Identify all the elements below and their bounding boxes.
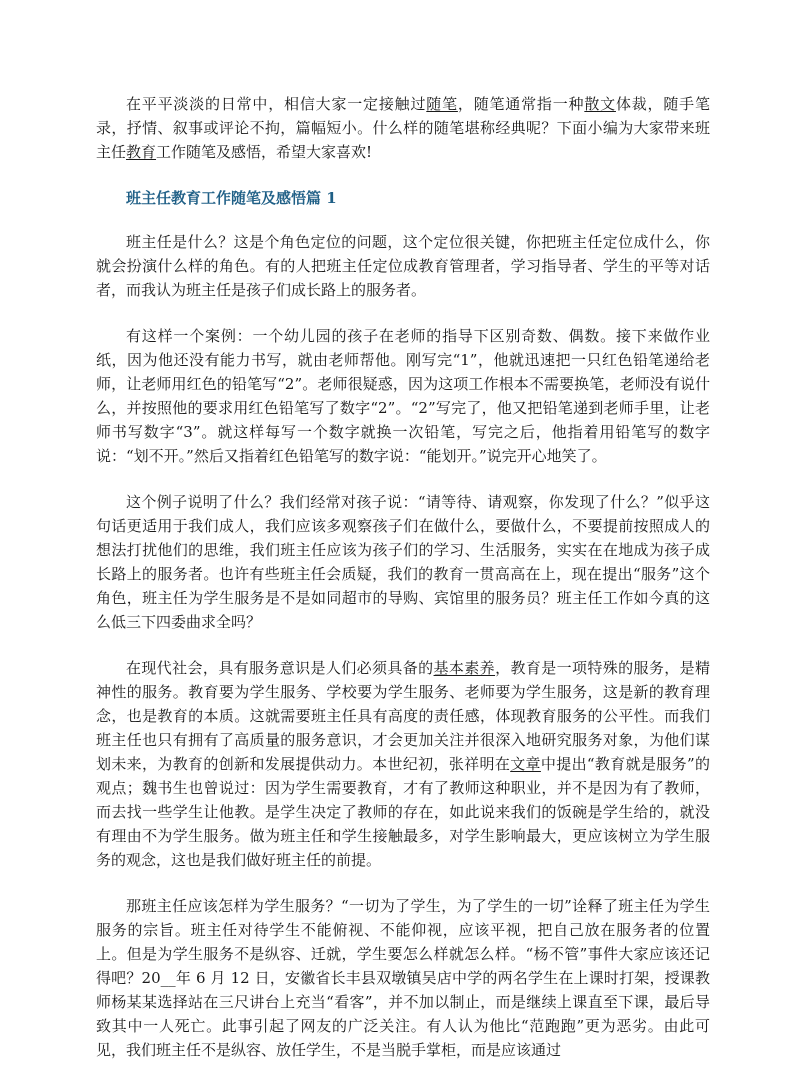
link-wenzhang[interactable]: 文章 xyxy=(510,755,541,773)
link-jibensuyang[interactable]: 基本素养 xyxy=(433,659,496,677)
document-body xyxy=(96,92,710,1084)
intro-text-4: 工作随笔及感悟，希望大家喜欢! xyxy=(156,143,373,161)
section-heading: 班主任教育工作随笔及感悟篇 1 xyxy=(126,189,337,207)
paragraph-4 xyxy=(96,656,710,872)
paragraph-4-text-3: 中提出“教育就是服务”的观点；魏书生也曾说过：因为学生需要教育，才有了教师这种职业，并不是因为有了教师，而去找一些学生让他教。是学生决定了教师的存在，如此说来我们的饭碗是学生给的，就没有理由不为学生服务。做为班主任和学生接触最多，对学生影响最大，更应该树立为学生服务的观念，这也是我们做好班主任的前提。 xyxy=(96,755,710,869)
paragraph-4-text-1: 在现代社会，具有服务意识是人们必须具备的 xyxy=(126,659,434,677)
link-suibi[interactable]: 随笔 xyxy=(426,95,458,113)
paragraph-5: 那班主任应该怎样为学生服务？“一切为了学生，为了学生的一切”诠释了班主任为学生服务的宗旨。班主任对待学生不能俯视、不能仰视，应该平视，把自己放在服务者的位置上。但是为学生服务不是纵容、迁就，学生要怎么样就怎么样。“杨不管”事件大家应该还记得吧？20__年 6 月 12 日，安徽省长丰县双墩镇吴店中学的两名学生在上课时打架，授课教师杨某某选择站在三尺讲台上充当“看客”，并不加以制止，而是继续上课直至下课，最后导致其中一人死亡。此事引起了网友的广泛关注。有人认为他比“范跑跑”更为恶劣。由此可见，我们班主任不是纵容、放任学生，不是当脱手掌柜，而是应该通过 xyxy=(96,897,710,1059)
link-sanwen[interactable]: 散文 xyxy=(584,95,616,113)
paragraph-1: 班主任是什么？这是个角色定位的问题，这个定位很关键，你把班主任定位成什么，你就会扮演什么样的角色。有的人把班主任定位成教育管理者，学习指导者、学生的平等对话者，而我认为班主任是孩子们成长路上的服务者。 xyxy=(96,233,710,299)
intro-text-1: 在平平淡淡的日常中，相信大家一定接触过 xyxy=(126,95,427,113)
intro-text-2: ，随笔通常指一种 xyxy=(457,95,585,113)
intro-text-3: 体裁，随手笔录，抒情、叙事或评论不拘，篇幅短小。什么样的随笔堪称经典呢？下面小编为大家带来班主任 xyxy=(96,95,710,161)
intro-paragraph xyxy=(96,92,710,164)
link-jiaoyu[interactable]: 教育 xyxy=(126,143,157,161)
paragraph-2: 有这样一个案例：一个幼儿园的孩子在老师的指导下区别奇数、偶数。接下来做作业纸，因为他还没有能力书写，就由老师帮他。刚写完“1”，他就迅速把一只红色铅笔递给老师，让老师用红色的铅笔写“2”。老师很疑惑，因为这项工作根本不需要换笔，老师没有说什么，并按照他的要求用红色铅笔写了数字“2”。“2”写完了，他又把铅笔递到老师手里，让老师书写数字“3”。就这样每写一个数字就换一次铅笔，写完之后，他指着用铅笔写的数字说：“划不开。”然后又指着红色铅笔写的数字说：“能划开。”说完开心地笑了。 xyxy=(96,327,710,465)
paragraph-4-text-2: ，教育是一项特殊的服务，是精神性的服务。教育要为学生服务、学校要为学生服务、老师要为学生服务，这是新的教育理念，也是教育的本质。这就需要班主任具有高度的责任感，体现教育服务的公平性。而我们班主任也只有拥有了高质量的服务意识，才会更加关注并很深入地研究服务对象，为他们谋划未来，为教育的创新和发展提供动力。本世纪初，张祥明在 xyxy=(96,659,710,773)
paragraph-3: 这个例子说明了什么？我们经常对孩子说：“请等待、请观察，你发现了什么？”似乎这句话更适用于我们成人，我们应该多观察孩子们在做什么，要做什么，不要提前按照成人的想法打扰他们的思维，我们班主任应该为孩子们的学习、生活服务，实实在在地成为孩子成长路上的服务者。也许有些班主任会质疑，我们的教育一贯高高在上，现在提出“服务”这个角色，班主任为学生服务是不是如同超市的导购、宾馆里的服务员？班主任工作如今真的这么低三下四委曲求全吗？ xyxy=(96,493,710,631)
